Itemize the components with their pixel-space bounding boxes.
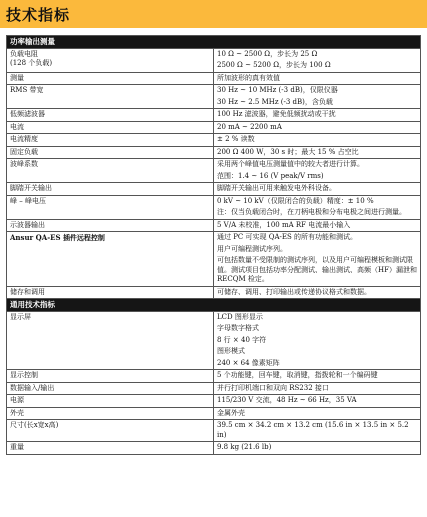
spec-value [214, 85, 421, 109]
spec-row [7, 146, 421, 159]
spec-value-line: 100 Hz 滤波器，避免低频扰动或干扰 [217, 110, 336, 118]
spec-value-line: 范围：1.4 ~ 16 (V peak/V rms) [217, 171, 324, 180]
spec-label [7, 146, 214, 159]
spec-value [214, 395, 421, 408]
spec-value [214, 311, 421, 370]
spec-row [7, 195, 421, 219]
page-title: 技术指标 [6, 6, 71, 24]
spec-row [7, 311, 421, 370]
spec-value-line: 115/230 V 交流，48 Hz ~ 66 Hz，35 VA [217, 396, 357, 404]
spec-value-line: 0 kV ~ 10 kV（仅限闭合的负载）精度：± 10 % [217, 196, 374, 205]
spec-label [7, 72, 214, 85]
spec-row [7, 183, 421, 196]
spec-label [7, 420, 214, 442]
spec-label-line: 负载电阻 [10, 49, 38, 58]
spec-label [7, 219, 214, 232]
spec-value [214, 72, 421, 85]
spec-value-line: 240 × 64 像素矩阵 [217, 358, 280, 367]
spec-label-line: 波峰系数 [10, 160, 38, 168]
spec-value-line: 图形模式 [217, 347, 245, 355]
spec-value-line: 39.5 cm × 34.2 cm × 13.2 cm (15.6 in × 13.5 in × 5.2 in) [217, 421, 409, 439]
spec-label [7, 442, 214, 455]
spec-table-body [7, 36, 421, 455]
spec-row [7, 85, 421, 109]
spec-value-line: 金属外壳 [217, 408, 245, 417]
section-header: 通用技术指标 [7, 299, 421, 312]
spec-value-line: 5 个功能键，回车键，取消键，指拨轮和一个编码键 [217, 371, 378, 379]
spec-value-line: 注：仅当负载闭合时，在刀柄电极和分布电极之间进行测量。 [217, 208, 406, 216]
spec-label-line: 显示屏 [10, 312, 31, 321]
spec-label [7, 109, 214, 122]
spec-row [7, 420, 421, 442]
spec-label-line: 显示控制 [10, 371, 38, 379]
spec-value-line: 用户可编程测试序列。 [217, 244, 287, 253]
spec-label [7, 195, 214, 219]
spec-label [7, 159, 214, 183]
spec-label-line: 电流 [10, 122, 24, 131]
spec-label [7, 395, 214, 408]
spec-label-line: 测量 [10, 73, 24, 82]
spec-value-line: 字母数字格式 [217, 324, 259, 332]
spec-row [7, 370, 421, 383]
spec-value-line: 20 mA ~ 2200 mA [217, 122, 282, 131]
spec-label-line: 尺寸(长x宽x高) [10, 421, 59, 429]
spec-row [7, 121, 421, 134]
spec-value [214, 407, 421, 420]
spec-value-line: 所加波形的真有效值 [217, 73, 280, 82]
spec-value-line: 8 行 × 40 字符 [217, 335, 267, 344]
spec-label-line: 峰 – 峰电压 [10, 196, 46, 205]
spec-value-line: 可储存、调用、打印输出或传递协议格式和数据。 [217, 287, 371, 296]
spec-value-line: 通过 PC 可实现 QA-ES 的所有功能和测试。 [217, 233, 358, 241]
spec-label-line: 重量 [10, 443, 24, 451]
spec-value-line: ± 2 % 读数 [217, 135, 255, 143]
spec-row [7, 286, 421, 299]
spec-label [7, 407, 214, 420]
spec-value-line: 10 Ω ~ 2500 Ω，步长为 25 Ω [217, 49, 318, 58]
spec-value [214, 382, 421, 395]
spec-value-line: 30 Hz ~ 2.5 MHz (-3 dB)，含负载 [217, 97, 333, 106]
spec-label [7, 134, 214, 147]
spec-value-line: 30 Hz ~ 10 MHz (-3 dB)，仅限仪器 [217, 86, 338, 94]
spec-label [7, 48, 214, 72]
spec-value [214, 159, 421, 183]
spec-value [214, 109, 421, 122]
spec-row [7, 219, 421, 232]
spec-label-line: RMS 带宽 [10, 86, 44, 94]
spec-value-line: 200 Ω 400 W，30 s 时；最大 15 % 占空比 [217, 147, 359, 156]
spec-row [7, 134, 421, 147]
spec-label-line: 脚踏开关输出 [10, 184, 52, 192]
spec-value-line: 2500 Ω ~ 5200 Ω，步长为 100 Ω [217, 61, 331, 69]
spec-label-line: 外壳 [10, 408, 24, 417]
spec-value-line: 并行打印机端口和双向 RS232 接口 [217, 383, 329, 392]
spec-row [7, 382, 421, 395]
spec-value [214, 121, 421, 134]
spec-value [214, 48, 421, 72]
spec-row [7, 442, 421, 455]
spec-value-line: 脚踏开关输出可用来触发电外科设备。 [217, 184, 336, 192]
spec-label-line: 储存和调用 [10, 287, 45, 296]
spec-label-line: 示波器输出 [10, 220, 45, 229]
spec-label [7, 121, 214, 134]
spec-label-line: 固定负载 [10, 147, 38, 156]
spec-label [7, 232, 214, 287]
spec-value [214, 232, 421, 287]
spec-label [7, 311, 214, 370]
spec-row [7, 407, 421, 420]
spec-row [7, 109, 421, 122]
spec-row [7, 159, 421, 183]
spec-row [7, 395, 421, 408]
spec-label [7, 370, 214, 383]
spec-value-line: 9.8 kg (21.6 lb) [217, 443, 272, 451]
spec-row [7, 232, 421, 287]
spec-value [214, 195, 421, 219]
spec-value [214, 286, 421, 299]
spec-label [7, 85, 214, 109]
spec-label-line: 电源 [10, 396, 24, 404]
section-header: 功率输出测量 [7, 36, 421, 49]
section-header-row [7, 299, 421, 312]
spec-value [214, 420, 421, 442]
spec-value-line: 可包括数量不受限制的测试序列，以及用户可编程模板和测试限值。测试项目包括功率分配测试、输出测试、高频（HF）漏泄和 RECQM 检定。 [217, 256, 417, 283]
title-bar [0, 0, 427, 28]
spec-value [214, 370, 421, 383]
spec-table [6, 35, 421, 455]
spec-row [7, 72, 421, 85]
spec-label [7, 382, 214, 395]
spec-label [7, 286, 214, 299]
spec-label-line: (128 个负载) [10, 59, 53, 67]
section-header-row [7, 36, 421, 49]
spec-label-line: 数据输入/输出 [10, 383, 55, 392]
spec-row [7, 48, 421, 72]
spec-label-line: 电流精度 [10, 135, 38, 143]
spec-value [214, 134, 421, 147]
spec-value-line: 采用两个峰值电压测量值中的较大者进行计算。 [217, 160, 364, 168]
spec-value [214, 146, 421, 159]
spec-label-line: Ansur QA-ES 插件远程控制 [10, 233, 105, 242]
spec-label-line: 低频滤波器 [10, 110, 45, 118]
spec-value-line: 5 V/A 未校准，100 mA RF 电流最小输入 [217, 220, 351, 229]
spec-value [214, 442, 421, 455]
spec-label [7, 183, 214, 196]
spec-value [214, 183, 421, 196]
spec-value-line: LCD 图形显示 [217, 312, 263, 321]
spec-value [214, 219, 421, 232]
